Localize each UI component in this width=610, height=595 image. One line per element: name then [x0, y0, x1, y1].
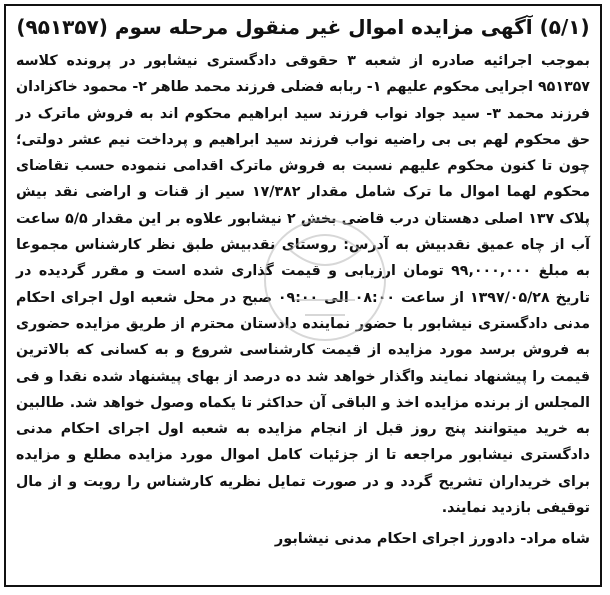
auction-notice: [4, 4, 602, 587]
notice-body: بموجب اجرائیه صادره از شعبه ۳ حقوقی دادگستری نیشابور در پرونده کلاسه ۹۵۱۳۵۷ اجرایی محکوم علیهم ۱- ربابه فضلی فرزند محمد طاهر ۲- محمود خاکزادان فرزند محمد ۳- سید جواد نواب فرزند سید ابراهیم محکوم اند به فروش ماترک در حق محکوم لهم بی بی راضیه نواب فرزند سید ابراهیم و پرداخت نیم عشر دولتی؛ چون تا کنون محکوم علیهم نسبت به فروش ماترک اقدامی ننموده حسب تقاضای محکوم لهما اموال ما ترک شامل مقدار ۱۷/۳۸۲ سیر از قنات و اراضی نقد بیش پلاک ۱۳۷ اصلی دهستان درب قاضی بخش ۲ نیشابور علاوه بر این مقدار ۵/۵ ساعت آب از چاه عمیق نقدبیش به آدرس: روستای نقدبیش طبق نظر کارشناس مجموعا به مبلغ ۹۹,۰۰۰,۰۰۰ تومان ارزیابی و قیمت گذاری شده است و مقرر گردیده در تاریخ ۱۳۹۷/۰۵/۲۸ از ساعت ۰۸:۰۰ الی ۰۹:۰۰ صبح در محل شعبه اول اجرای احکام مدنی دادگستری نیشابور با حضور نماینده دادستان محترم از طریق مزایده حضوری به فروش برسد مورد مزایده از قیمت کارشناسی شروع و به کسانی که بالاترین قیمت را پیشنهاد نمایند واگذار خواهد شد ده درصد از بهای پیشنهاد شده نقدا و فی المجلس از برنده مزایده اخذ و الباقی آن حداکثر تا یکماه وصول خواهد شد. طالبین به خرید میتوانند پنج روز قبل از انجام مزایده به شعبه اول اجرای احکام مدنی دادگستری نیشابور مراجعه تا از جزئیات کامل اموال مورد مزایده مطلع و مزایده برای خریداران تشریح گردد و در صورت تمایل نظریه کارشناس را رویت و از مال توقیفی بازدید نمایند.: [16, 53, 591, 517]
notice-signature: شاه مراد- دادورز اجرای احکام مدنی نیشابور: [274, 531, 590, 548]
notice-title: (۵/۱) آگهی مزایده اموال غیر منقول مرحله سوم (۹۵۱۳۵۷): [16, 15, 590, 39]
